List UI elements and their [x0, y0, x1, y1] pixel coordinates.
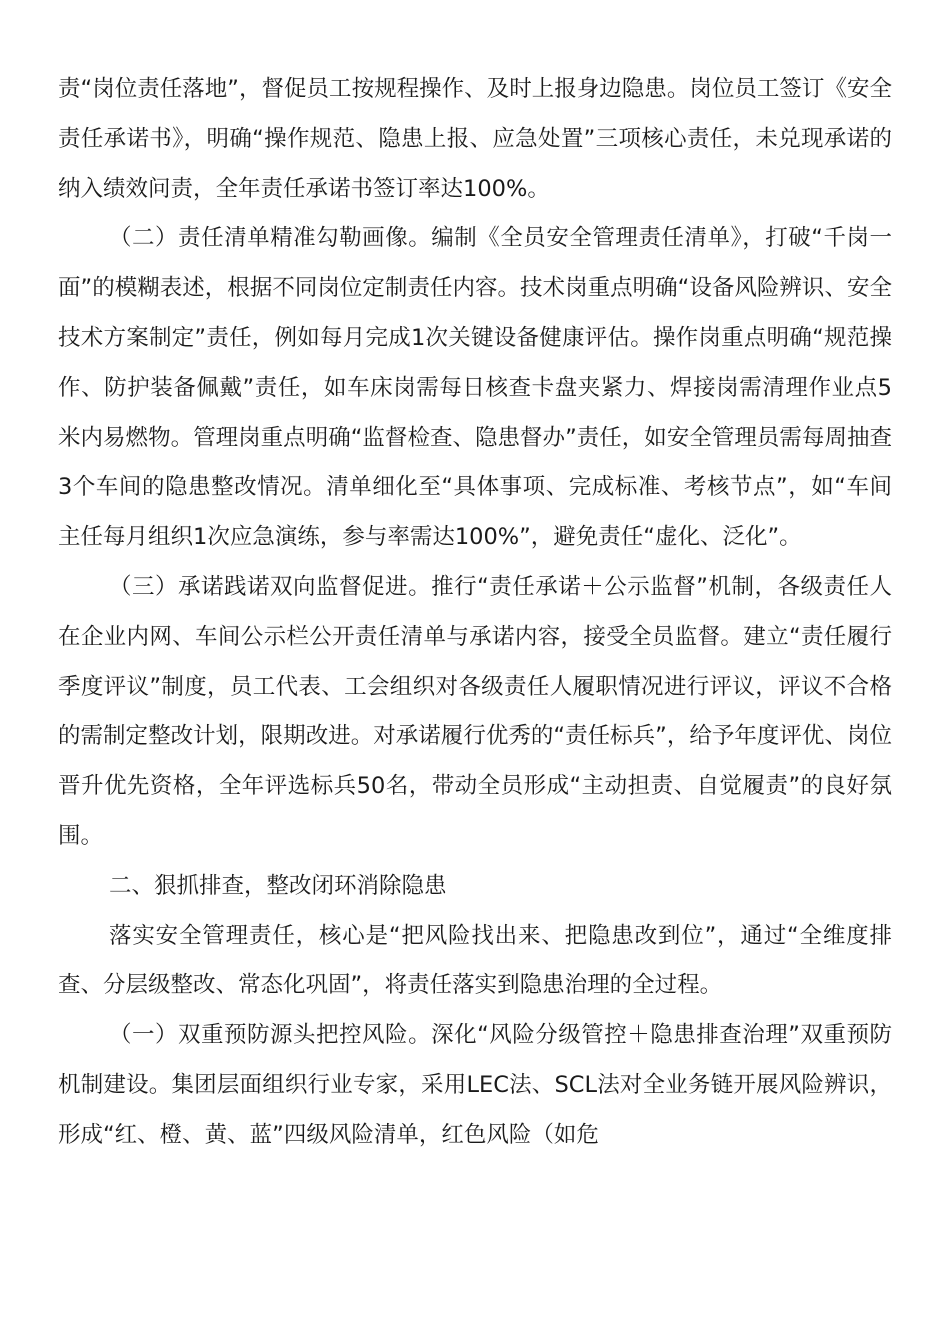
- paragraph-commitment-supervision: （三）承诺践诺双向监督促进。推行“责任承诺＋公示监督”机制，各级责任人在企业内网、车间公示栏公开责任清单与承诺内容，接受全员监督。建立“责任履行季度评议”制度，员工代表、工会组织对各级责任人履职情况进行评议，评议不合格的需制定整改计划，限期改进。对承诺履行优秀的“责任标兵”，给予年度评优、岗位晋升优先资格，全年评选标兵50名，带动全员形成“主动担责、自觉履责”的良好氛围。: [58, 573, 892, 849]
- paragraph-continued-responsibility: 责“岗位责任落地”，督促员工按规程操作、及时上报身边隐患。岗位员工签订《安全责任承诺书》，明确“操作规范、隐患上报、应急处置”三项核心责任，未兑现承诺的纳入绩效问责，全年责任承诺书签订率达100%。: [58, 76, 892, 202]
- paragraph-responsibility-list: （二）责任清单精准勾勒画像。编制《全员安全管理责任清单》，打破“千岗一面”的模糊表述，根据不同岗位定制责任内容。技术岗重点明确“设备风险辨识、安全技术方案制定”责任，例如每月完成1次关键设备健康评估。操作岗重点明确“规范操作、防护装备佩戴”责任，如车床岗需每日核查卡盘夹紧力、焊接岗需清理作业点5米内易燃物。管理岗重点明确“监督检查、隐患督办”责任，如安全管理员需每周抽查3个车间的隐患整改情况。清单细化至“具体事项、完成标准、考核节点”，如“车间主任每月组织1次应急演练，参与率需达100%”，避免责任“虚化、泛化”。: [58, 225, 892, 551]
- paragraph-section-intro: 落实安全管理责任，核心是“把风险找出来、把隐患改到位”，通过“全维度排查、分层级整改、常态化巩固”，将责任落实到隐患治理的全过程。: [58, 922, 892, 999]
- document-body: [58, 65, 892, 1161]
- section-heading-inspection: 二、狠抓排查，整改闭环消除隐患: [109, 872, 447, 899]
- paragraph-dual-prevention: （一）双重预防源头把控风险。深化“风险分级管控＋隐患排查治理”双重预防机制建设。集团层面组织行业专家，采用LEC法、SCL法对全业务链开展风险辨识，形成“红、橙、黄、蓝”四级风险清单，红色风险（如危: [58, 1022, 892, 1148]
